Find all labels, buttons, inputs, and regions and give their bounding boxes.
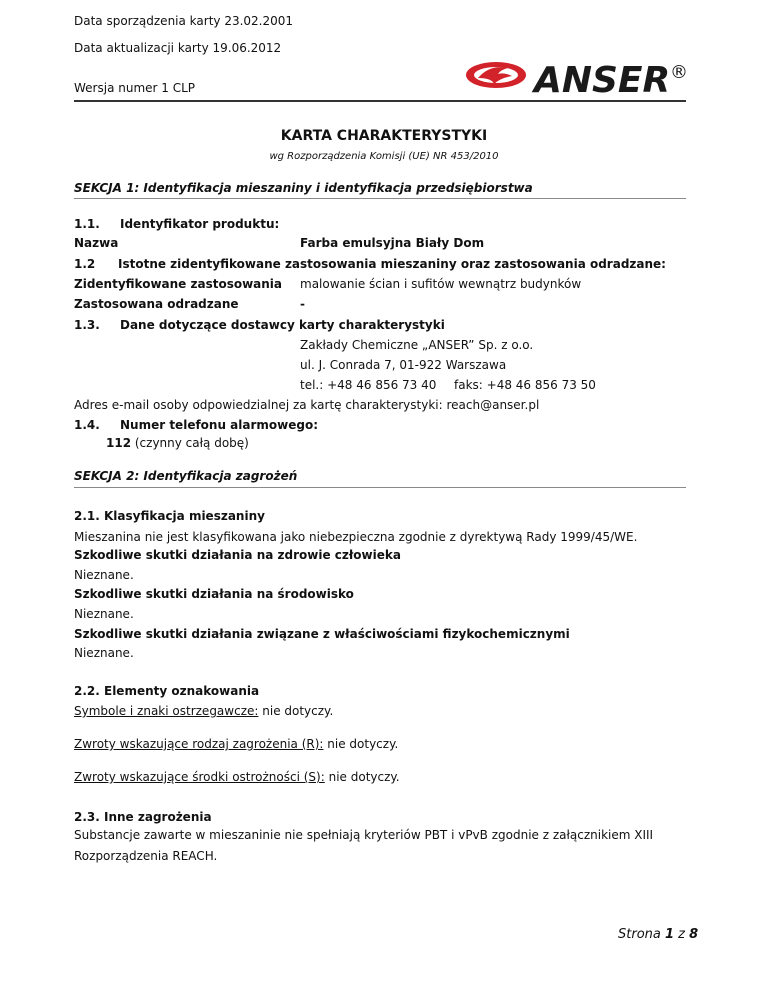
header-divider: [74, 100, 686, 102]
s12-title: Istotne zidentyfikowane zastosowania mieszaniny oraz zastosowania odradzane:: [118, 257, 666, 271]
section1-divider: [74, 198, 686, 199]
discouraged-uses-value: -: [300, 297, 305, 311]
logo-wordmark: ANSER: [534, 60, 671, 100]
date-created: Data sporządzenia karty 23.02.2001: [74, 14, 294, 28]
page-number: 1: [665, 927, 675, 942]
s14-title: Numer telefonu alarmowego:: [120, 418, 319, 432]
s21-title: 2.1. Klasyfikacja mieszaniny: [74, 509, 265, 523]
symbols-line: [74, 704, 333, 718]
s-phrases-label: Zwroty wskazujące środki ostrożności (S):: [74, 770, 325, 784]
company-fax: faks: +48 46 856 73 50: [454, 378, 596, 392]
page-indicator: [618, 927, 698, 942]
company-phone: tel.: +48 46 856 73 40: [300, 378, 437, 392]
symbols-value: nie dotyczy.: [258, 704, 334, 718]
symbols-label: Symbole i znaki ostrzegawcze:: [74, 704, 259, 718]
s13-number: 1.3.: [74, 318, 100, 332]
anser-bird-icon: [464, 58, 700, 100]
r-phrases-label: Zwroty wskazujące rodzaj zagrożenia (R):: [74, 737, 324, 751]
section2-heading: SEKCJA 2: Identyfikacja zagrożeń: [74, 469, 298, 483]
s12-number: 1.2: [74, 257, 96, 271]
s21-text: Mieszanina nie jest klasyfikowana jako niebezpieczna zgodnie z dyrektywą Rady 1999/45/WE.: [74, 530, 638, 544]
registered-mark: ®: [670, 62, 688, 83]
identified-uses-value: malowanie ścian i sufitów wewnątrz budynków: [300, 277, 582, 291]
page-total: 8: [689, 927, 699, 942]
product-name: Farba emulsyjna Biały Dom: [300, 236, 485, 250]
s13-title: Dane dotyczące dostawcy karty charakterystyki: [120, 318, 445, 332]
environment-effects-title: Szkodliwe skutki działania na środowisko: [74, 587, 354, 601]
date-updated: Data aktualizacji karty 19.06.2012: [74, 41, 282, 55]
s14-number: 1.4.: [74, 418, 100, 432]
r-phrases-line: [74, 737, 398, 751]
s11-title: Identyfikator produktu:: [120, 217, 280, 231]
environment-effects-text: Nieznane.: [74, 607, 134, 621]
company-address: ul. J. Conrada 7, 01-922 Warszawa: [300, 358, 507, 372]
identified-uses-label: Zidentyfikowane zastosowania: [74, 277, 283, 291]
r-phrases-value: nie dotyczy.: [323, 737, 399, 751]
s11-number: 1.1.: [74, 217, 100, 231]
version-number: Wersja numer 1 CLP: [74, 81, 196, 95]
s23-title: 2.3. Inne zagrożenia: [74, 810, 212, 824]
section2-divider: [74, 487, 686, 488]
s23-text-line2: Rozporządzenia REACH.: [74, 849, 218, 863]
emergency-number: 112: [106, 436, 132, 450]
page-word: Strona: [618, 927, 665, 942]
document-subtitle: wg Rozporządzenia Komisji (UE) NR 453/2010: [269, 151, 499, 162]
physchem-effects-title: Szkodliwe skutki działania związane z właściwościami fizykochemicznymi: [74, 627, 570, 641]
physchem-effects-text: Nieznane.: [74, 646, 134, 660]
discouraged-uses-label: Zastosowana odradzane: [74, 297, 239, 311]
name-label: Nazwa: [74, 236, 119, 250]
emergency-note: (czynny całą dobę): [131, 436, 249, 450]
document-title: KARTA CHARAKTERYSTYKI: [280, 128, 488, 144]
s23-text-line1: Substancje zawarte w mieszaninie nie spełniają kryteriów PBT i vPvB zgodnie z załącznikiem XIII: [74, 828, 654, 842]
section1-heading: SEKCJA 1: Identyfikacja mieszaniny i identyfikacja przedsiębiorstwa: [74, 181, 533, 195]
health-effects-text: Nieznane.: [74, 568, 134, 582]
health-effects-title: Szkodliwe skutki działania na zdrowie człowieka: [74, 548, 401, 562]
anser-logo: [464, 58, 700, 100]
emergency-phone: [106, 436, 249, 450]
company-name: Zakłady Chemiczne „ANSER” Sp. z o.o.: [300, 338, 534, 352]
of-word: z: [674, 927, 690, 942]
s22-title: 2.2. Elementy oznakowania: [74, 684, 260, 698]
responsible-email: Adres e-mail osoby odpowiedzialnej za kartę charakterystyki: reach@anser.pl: [74, 398, 540, 412]
s-phrases-value: nie dotyczy.: [324, 770, 400, 784]
s-phrases-line: [74, 770, 400, 784]
